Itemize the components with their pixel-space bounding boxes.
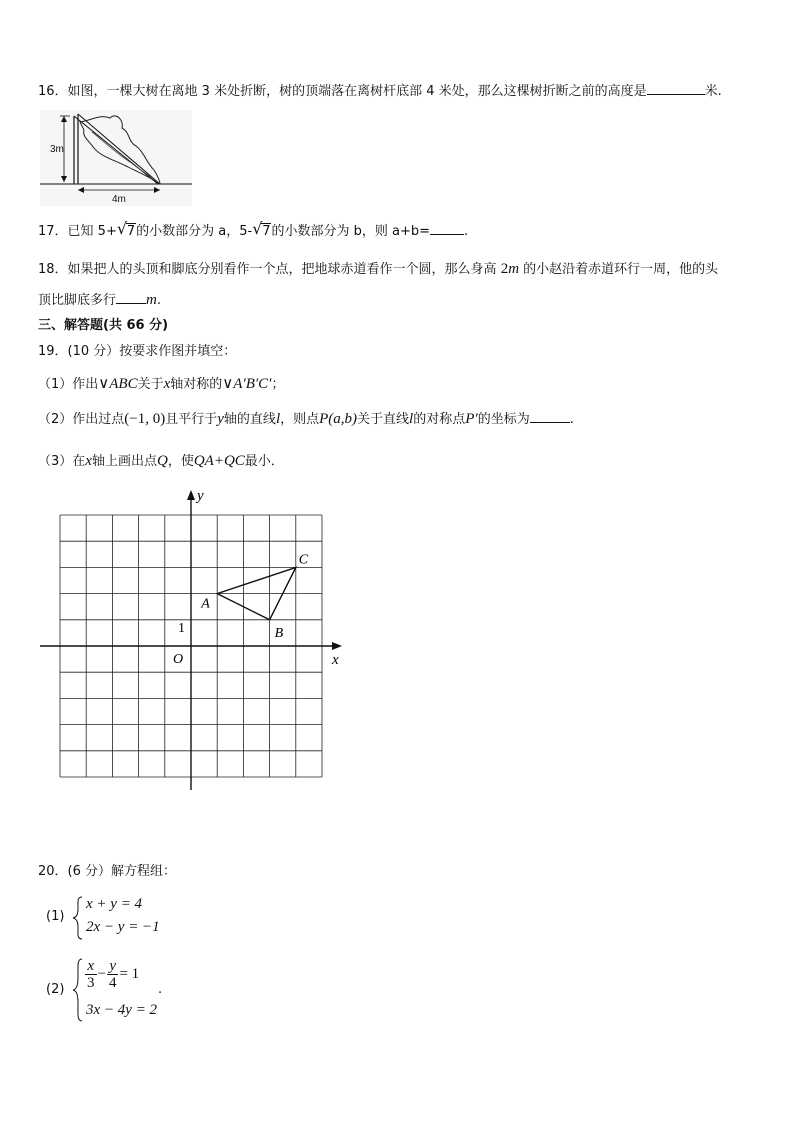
q18-text-2: 的小赵沿着赤道环行一周，他的头	[523, 262, 719, 277]
q18-answer-blank[interactable]	[116, 291, 146, 304]
q20-s2-frac1-num: x	[85, 958, 97, 975]
point-c-label: C	[298, 552, 309, 568]
y-axis-label: y	[197, 488, 204, 504]
q20-system-2	[38, 958, 258, 1024]
q19-answer-blank[interactable]	[530, 410, 570, 423]
q20-s2-minus: −	[97, 965, 106, 982]
q20-s2-frac1-den: 3	[87, 975, 95, 991]
q18-line-2	[38, 290, 161, 311]
q16-line	[38, 82, 722, 102]
y-axis-arrow	[187, 490, 195, 500]
q19-p1-text-d: ；	[271, 377, 285, 392]
q19-p3-point-q: Q	[156, 453, 168, 469]
q20-s2-end: .	[158, 982, 163, 997]
q18-height-num: 2	[500, 261, 509, 277]
point-b-label: B	[274, 625, 284, 641]
q20-s1-eq2: 2x − y = −1	[86, 919, 160, 935]
q20-s2-eq2: 3x − 4y = 2	[86, 1002, 158, 1018]
q18-height-unit: m	[508, 261, 520, 277]
q17-line	[38, 219, 469, 242]
q20-s1-label: (1)	[46, 909, 65, 924]
q18-text-1: 18．如果把人的头顶和脚底分别看作一个点，把地球赤道看作一个圆，那么身高	[38, 262, 497, 277]
q16-tree-figure	[40, 110, 192, 206]
q16-unit: 米.	[704, 84, 722, 99]
q19-header: 19．(10 分）按要求作图并填空：	[38, 344, 237, 359]
q19-p2-point: (−1, 0)	[124, 411, 166, 427]
q19-part3	[38, 451, 284, 472]
q20-system-1	[38, 896, 238, 940]
x-axis-arrow	[332, 642, 342, 650]
q18-text-3: 顶比脚底多行	[38, 293, 117, 308]
q16-answer-blank[interactable]	[647, 82, 705, 95]
q20-header: 20．(6 分）解方程组：	[38, 864, 177, 879]
q19-p2-text-a: （2）作出过点	[38, 412, 125, 427]
q19-p2-text-e: 关于直线	[357, 412, 410, 427]
q20-s2-eq1	[84, 958, 139, 991]
unit-one-label: 1	[178, 621, 185, 636]
q19-p2-point-p: P(a,b)	[319, 411, 358, 427]
q17-radicand-2: 7	[262, 224, 271, 239]
q18-unit: m	[146, 292, 157, 308]
q17-end: .	[464, 224, 469, 239]
q19-p2-text-g: 的坐标为	[477, 412, 530, 427]
q19-p3-text-b: 轴上画出点	[91, 454, 157, 469]
q19-p2-point-p-prime: P′	[465, 411, 478, 427]
q19-coordinate-grid	[36, 484, 356, 794]
q20-s2-frac2-num: y	[107, 958, 119, 975]
q19-p2-text-b: 且平行于	[165, 412, 218, 427]
origin-label: O	[173, 652, 184, 667]
q19-p1-text-b: 关于	[137, 377, 164, 392]
q19-p1-text-c: 轴对称的	[170, 377, 223, 392]
q19-p2-text-f: 的对称点	[413, 412, 466, 427]
q16-text: 16．如图，一棵大树在离地 3 米处折断，树的顶端落在离树杆底部 4 米处，那么这棵树折断之前的高度是	[38, 84, 647, 99]
q20-s2-label: (2)	[46, 982, 65, 997]
q20-s2-eq1-rhs: = 1	[119, 965, 140, 982]
q19-p3-text-d: 最小．	[244, 454, 284, 469]
q19-p2-text-c: 轴的直线	[223, 412, 276, 427]
q19-p1-triangle: ∨ABC	[98, 376, 138, 392]
q19-p2-text-d: ，则点	[280, 412, 320, 427]
q16-height-label: 3m	[50, 144, 64, 155]
q17-sqrt-2: √ 7	[252, 219, 271, 239]
x-axis-label: x	[332, 652, 339, 668]
q19-p3-expression: QA+QC	[193, 453, 245, 469]
point-a-label: A	[201, 596, 210, 612]
q19-p2-end: .	[569, 412, 574, 427]
q17-answer-blank[interactable]	[430, 222, 464, 235]
q17-sqrt-1: √ 7	[116, 219, 136, 239]
q18-end: .	[156, 293, 161, 308]
q17-text-2: 的小数部分为 a，5-	[136, 224, 253, 239]
q19-p1-triangle-prime: ∨A′B′C′	[222, 376, 272, 392]
q17-text-1: 17．已知 5+	[38, 224, 117, 239]
q19-part2	[38, 409, 574, 430]
q19-p2-axis: y	[217, 411, 224, 427]
q20-s1-eq1: x + y = 4	[86, 896, 143, 912]
q18-line-1	[38, 259, 718, 280]
q19-p3-text-c: ，使	[167, 454, 194, 469]
q19-part1	[38, 374, 284, 395]
q19-p3-axis: x	[85, 453, 92, 469]
q17-radicand-1: 7	[126, 224, 136, 239]
brace-icon	[72, 896, 84, 940]
q17-text-3: 的小数部分为 b，则 a+b=	[271, 224, 430, 239]
section-3-title: 三、解答题(共 66 分)	[38, 318, 169, 333]
brace-icon	[72, 958, 84, 1022]
q20-s2-frac2-den: 4	[108, 975, 117, 991]
q19-p3-text-a: （3）在	[38, 454, 86, 469]
q19-p1-text-a: （1）作出	[38, 377, 99, 392]
q19-p2-line-l: l	[275, 411, 281, 427]
q16-base-label: 4m	[112, 194, 126, 205]
q19-p2-line-l2: l	[409, 411, 414, 427]
q19-p1-axis: x	[163, 376, 171, 392]
